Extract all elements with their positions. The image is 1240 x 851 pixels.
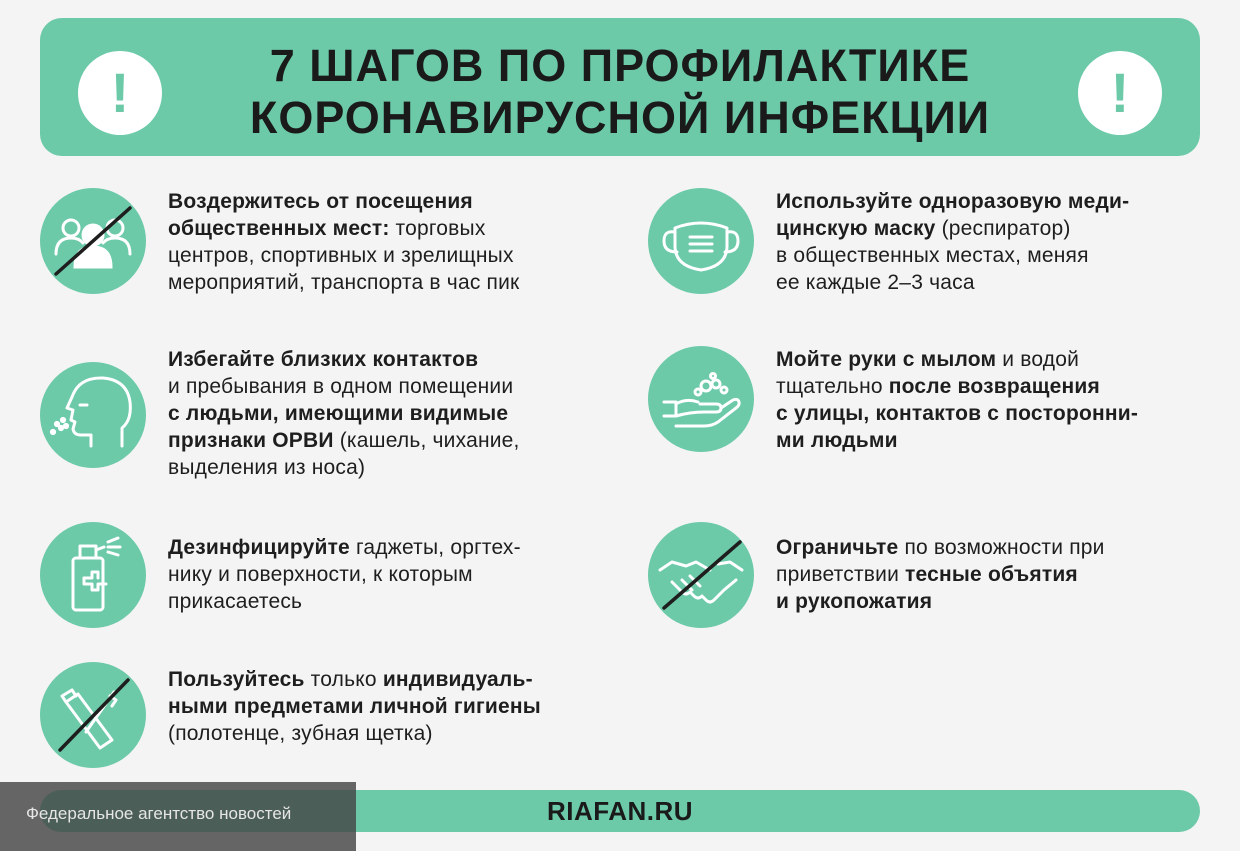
- text-run: мероприятий, транспорта в час пик: [168, 271, 520, 294]
- hand-wash-icon: [648, 346, 754, 452]
- text-line: [168, 400, 520, 427]
- title-banner: [40, 18, 1200, 156]
- text-run: в общественных местах, меняя: [776, 244, 1089, 267]
- text-run: выделения из носа): [168, 456, 366, 479]
- bold-text-run: ми людьми: [776, 429, 898, 452]
- step-6-text: [776, 534, 1105, 615]
- exclamation-icon: !: [1078, 51, 1162, 135]
- bold-text-run: Избегайте близких контактов: [168, 348, 479, 371]
- step-2-text: [776, 188, 1129, 296]
- bold-text-run: ными предметами личной гигиены: [168, 695, 541, 718]
- text-run: гаджеты, оргтех-: [349, 536, 521, 559]
- disinfectant-spray-icon: [40, 522, 146, 628]
- mask-icon: [648, 188, 754, 294]
- exclamation-icon: !: [78, 51, 162, 135]
- text-line: [776, 588, 1105, 615]
- text-line: [168, 242, 519, 269]
- text-line: [776, 373, 1138, 400]
- text-line: [168, 561, 521, 588]
- text-line: [168, 454, 520, 481]
- text-run: только: [304, 668, 383, 691]
- text-run: (полотенце, зубная щетка): [168, 722, 433, 745]
- text-run: ее каждые 2–3 часа: [776, 271, 975, 294]
- no-shared-hygiene-icon: [40, 662, 146, 768]
- step-3-text: [168, 346, 520, 481]
- step-1-text: [168, 188, 519, 296]
- text-run: приветствии: [776, 563, 906, 586]
- text-line: [168, 588, 521, 615]
- text-run: прикасаетесь: [168, 590, 303, 613]
- text-line: [168, 269, 519, 296]
- step-7-text: [168, 666, 541, 747]
- text-line: [776, 427, 1138, 454]
- no-handshake-icon: [648, 522, 754, 628]
- text-line: [776, 188, 1129, 215]
- title-line-2: КОРОНАВИРУСНОЙ ИНФЕКЦИИ: [249, 92, 991, 143]
- text-line: [168, 373, 520, 400]
- no-crowd-icon: [40, 188, 146, 294]
- bold-text-run: после возвращения: [888, 375, 1100, 398]
- text-line: [776, 269, 1129, 296]
- bold-text-run: и рукопожатия: [776, 590, 933, 613]
- sneezing-head-icon: [40, 362, 146, 468]
- bold-text-run: Воздержитесь от посещения: [168, 190, 473, 213]
- bold-text-run: Ограничьте: [776, 536, 899, 559]
- text-line: [168, 188, 519, 215]
- page-title: [190, 40, 1050, 144]
- text-line: [776, 561, 1105, 588]
- bold-text-run: Дезинфицируйте: [168, 536, 350, 559]
- text-run: (кашель, чихание,: [333, 429, 520, 452]
- bold-text-run: с людьми, имеющими видимые: [168, 402, 509, 425]
- text-line: [168, 534, 521, 561]
- bold-text-run: Пользуйтесь: [168, 668, 305, 691]
- step-4-text: [776, 346, 1138, 454]
- bold-text-run: Мойте руки с мылом: [776, 348, 997, 371]
- text-line: [776, 400, 1138, 427]
- bold-text-run: общественных мест:: [168, 217, 390, 240]
- bold-text-run: признаки ОРВИ: [168, 429, 334, 452]
- title-line-1: 7 ШАГОВ ПО ПРОФИЛАКТИКЕ: [269, 40, 971, 91]
- text-run: тщательно: [776, 375, 889, 398]
- text-line: [776, 534, 1105, 561]
- watermark: [0, 782, 356, 851]
- bold-text-run: индивидуаль-: [382, 668, 533, 691]
- site-name: RIAFAN.RU: [546, 796, 694, 826]
- text-line: [168, 666, 541, 693]
- text-run: и водой: [996, 348, 1080, 371]
- bold-text-run: тесные объятия: [905, 563, 1078, 586]
- text-run: центров, спортивных и зрелищных: [168, 244, 514, 267]
- bold-text-run: цинскую маску: [776, 217, 936, 240]
- text-line: [776, 242, 1129, 269]
- bold-text-run: Используйте одноразовую меди-: [776, 190, 1130, 213]
- text-run: по возможности при: [898, 536, 1105, 559]
- text-line: [168, 346, 520, 373]
- text-line: [168, 693, 541, 720]
- text-run: (респиратор): [935, 217, 1071, 240]
- text-line: [168, 720, 541, 747]
- text-line: [168, 215, 519, 242]
- text-run: торговых: [389, 217, 486, 240]
- text-line: [776, 215, 1129, 242]
- text-line: [776, 346, 1138, 373]
- step-5-text: [168, 534, 521, 615]
- text-run: нику и поверхности, к которым: [168, 563, 473, 586]
- bold-text-run: с улицы, контактов с посторонни-: [776, 402, 1139, 425]
- watermark-text: Федеральное агентство новостей: [26, 804, 292, 823]
- text-line: [168, 427, 520, 454]
- text-run: и пребывания в одном помещении: [168, 375, 514, 398]
